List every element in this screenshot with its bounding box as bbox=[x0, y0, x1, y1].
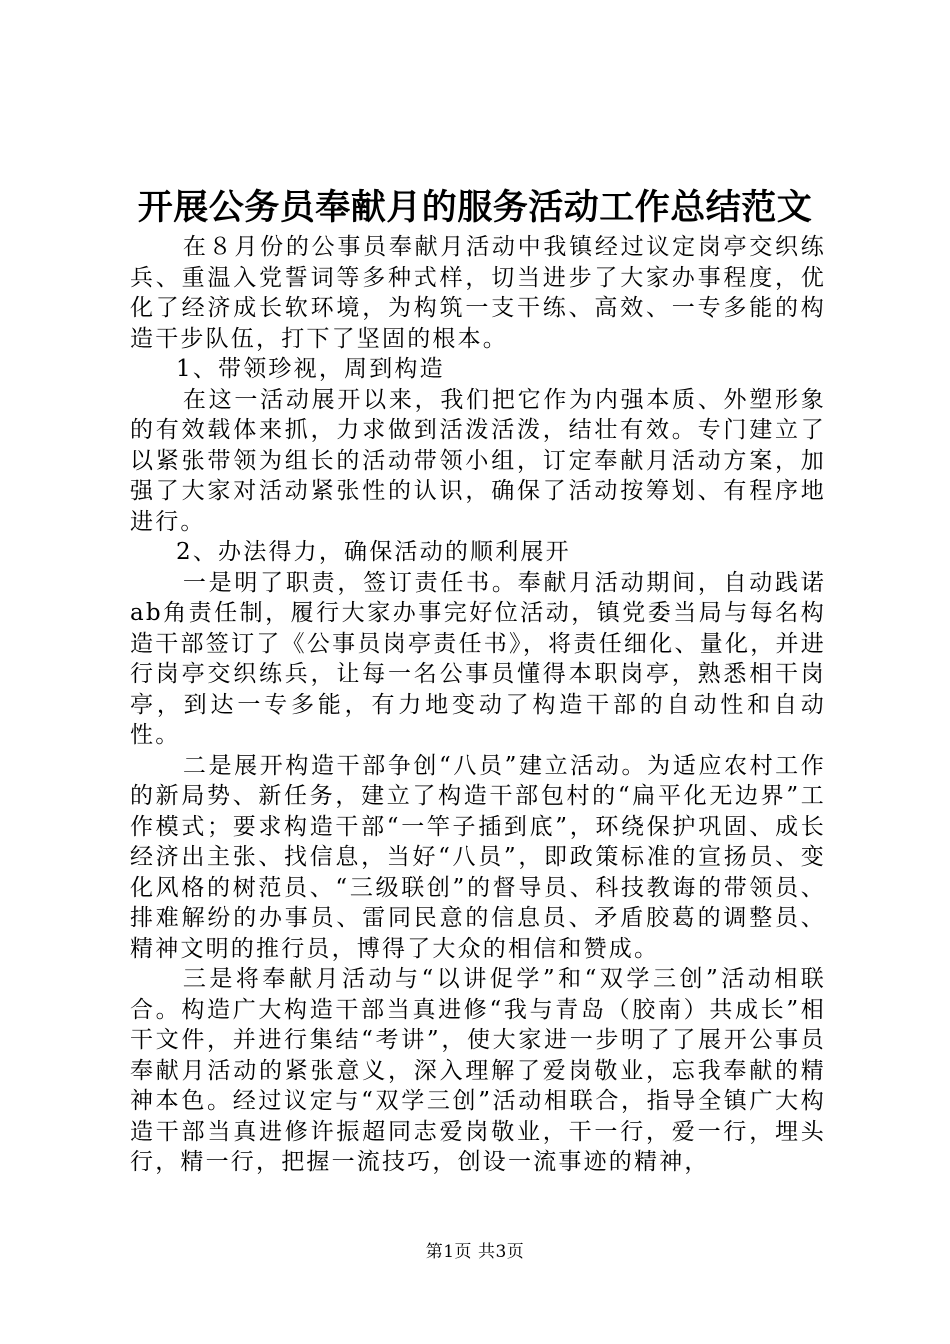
section-heading-2: 2、办法得力，确保活动的顺利展开 bbox=[176, 539, 571, 565]
paragraph-section-1: 在这一活动展开以来，我们把它作为内强本质、外塑形象的有效载体来抓，力求做到活泼活泼，结壮有效。专门建立了以紧张带领为组长的活动带领小组，订定奉献月活动方案，加强了大家对活动紧张性的认识，确保了活动按筹划、有程序地进行。 bbox=[130, 386, 826, 535]
page-footer: 第1页 共3页 bbox=[425, 1242, 525, 1262]
paragraph-point-1: 一是明了职责，签订责任书。奉献月活动期间，自动践诺ab角责任制，履行大家办事完好位活动，镇党委当局与每名构造干部签订了《公事员岗亭责任书》，将责任细化、量化，并进行岗亭交织练兵，让每一名公事员懂得本职岗亭，熟悉相干岗亭，到达一专多能，有力地变动了构造干部的自动性和自动性。 bbox=[130, 569, 826, 748]
paragraph-point-2: 二是展开构造干部争创“八员”建立活动。为适应农村工作的新局势、新任务，建立了构造干部包村的“扁平化无边界”工作模式；要求构造干部“一竿子插到底”，环绕保护巩固、成长经济出主张、找信息，当好“八员”，即政策标准的宣扬员、变化风格的树范员、“三级联创”的督导员、科技教诲的带领员、排难解纷的办事员、雷同民意的信息员、矛盾胶葛的调整员、精神文明的推行员，博得了大众的相信和赞成。 bbox=[130, 752, 826, 962]
paragraph-point-3: 三是将奉献月活动与“以讲促学”和“双学三创”活动相联合。构造广大构造干部当真进修“我与青岛（胶南）共成长”相干文件，并进行集结“考讲”，使大家进一步明了了展开公事员奉献月活动的紧张意义，深入理解了爱岗敬业，忘我奉献的精神本色。经过议定与“双学三创”活动相联合，指导全镇广大构造干部当真进修许振超同志爱岗敬业，干一行，爱一行，埋头行，精一行，把握一流技巧，创设一流事迹的精神， bbox=[130, 966, 826, 1175]
paragraph-intro: 在８月份的公事员奉献月活动中我镇经过议定岗亭交织练兵、重温入党誓词等多种式样，切当进步了大家办事程度，优化了经济成长软环境，为构筑一支干练、高效、一专多能的构造干步队伍，打下了坚固的根本。 bbox=[130, 234, 826, 352]
document-body bbox=[130, 232, 826, 1178]
document-title: 开展公务员奉献月的服务活动工作总结范文 bbox=[137, 187, 813, 228]
section-heading-1: 1、带领珍视，周到构造 bbox=[176, 356, 445, 382]
